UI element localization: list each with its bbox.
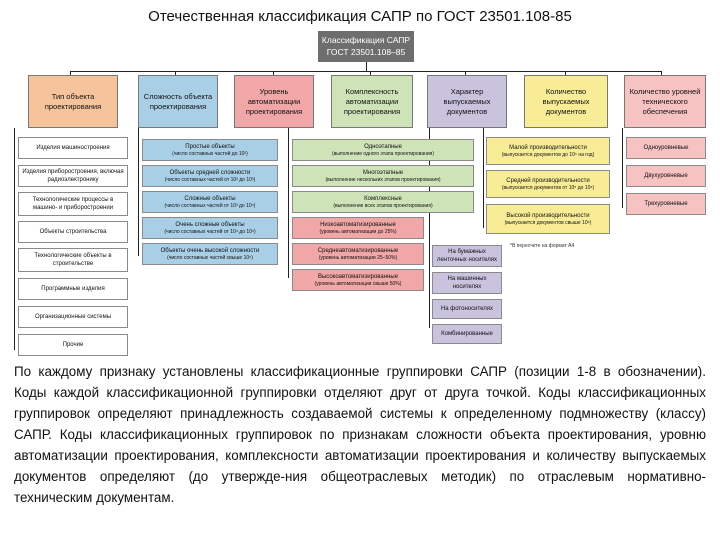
automation-detail: (уровень автоматизации до 25%) bbox=[319, 228, 397, 235]
description-paragraph: По каждому признаку установлены классификационные группировки САПР (позиции 1-8 в обозначении). Коды каждой классификационной группировки отделяют друг от друга точкой. Коды классификационных группировок определяют принадлежность создаваемой системы к определенному подмножеству (классу) САПР. Коды классификационных группировок по признакам сложности объекта проектирования, уровню автоматизации проектирования, комплексности автоматизации проектирования и количеству выпускаемых документов определяют (до утвержде-ния общеотраслевых методик) по отраслевым нормативно-техническим документам. bbox=[14, 364, 706, 505]
docs-type-item: На бумажных ленточных носителях bbox=[432, 245, 502, 267]
category-complexness: Комплексность автоматизации проектирования bbox=[331, 75, 413, 128]
automation-detail: (уровень автоматизации свыше 50%) bbox=[314, 280, 402, 287]
docs-count-item bbox=[486, 170, 610, 198]
complexness-item bbox=[292, 139, 474, 161]
complexity-item bbox=[142, 139, 278, 161]
complexity-name: Объекты очень высокой сложности bbox=[160, 247, 260, 254]
complexness-detail: (выполнение нескольких этапов проектирования) bbox=[325, 176, 441, 183]
complexity-name: Объекты средней сложности bbox=[169, 169, 251, 176]
complexity-detail: (число составных частей от 10⁴ до 10⁶) bbox=[164, 228, 256, 235]
docs-count-detail: (выпускается документов от 10⁵ до 10⁶) bbox=[501, 184, 595, 191]
automation-item bbox=[292, 269, 424, 291]
type-item: Технологические процессы в машино- и приборостроении bbox=[18, 192, 128, 216]
docs-type-item: На машинных носителях bbox=[432, 272, 502, 294]
automation-name: Низкоавтоматизированные bbox=[320, 221, 396, 228]
automation-detail: (уровень автоматизации 25–50%) bbox=[318, 254, 398, 261]
complexness-name: Многоэтапные bbox=[362, 169, 404, 176]
tech-level-item: Трехуровневые bbox=[626, 193, 706, 215]
type-item: Изделия приборостроения, включая радиоэлектронику bbox=[18, 165, 128, 187]
docs-count-name: Средней производительности bbox=[506, 177, 590, 184]
complexity-item bbox=[142, 165, 278, 187]
complexness-name: Комплексные bbox=[364, 195, 402, 202]
complexity-name: Сложные объекты bbox=[184, 195, 236, 202]
root-line-2: ГОСТ 23501.108–85 bbox=[326, 47, 406, 57]
type-item: Технологические объекты в строительстве bbox=[18, 248, 128, 272]
docs-count-item bbox=[486, 137, 610, 165]
category-tech-levels: Количество уровней технического обеспечения bbox=[624, 75, 706, 128]
tech-level-item: Двухуровневые bbox=[626, 165, 706, 187]
docs-count-note: *В пересчете на формат А4 bbox=[510, 243, 575, 249]
complexity-detail: (число составных частей свыше 10⁶) bbox=[167, 254, 253, 261]
complexity-item bbox=[142, 191, 278, 213]
complexness-item bbox=[292, 165, 474, 187]
automation-name: Среднеавтоматизированные bbox=[317, 247, 399, 254]
complexity-name: Простые объекты bbox=[185, 143, 235, 150]
type-item: Прочие bbox=[18, 334, 128, 356]
page-title: Отечественная классификация САПР по ГОСТ 23501.108-85 bbox=[148, 8, 572, 25]
docs-count-name: Малой производительности bbox=[509, 144, 587, 151]
docs-type-item: На фотоносителях bbox=[432, 299, 502, 319]
root-line-1: Классификация САПР bbox=[321, 35, 411, 45]
docs-count-name: Высокой производительности bbox=[506, 212, 590, 219]
docs-count-item bbox=[486, 204, 610, 234]
complexity-detail: (число составных частей от 10² до 10³) bbox=[164, 176, 256, 183]
complexity-detail: (число составных частей до 10²) bbox=[172, 150, 248, 157]
complexity-name: Очень сложные объекты bbox=[175, 221, 245, 228]
type-item: Организационные системы bbox=[18, 306, 128, 328]
type-item: Изделия машиностроения bbox=[18, 137, 128, 159]
complexness-detail: (выполнение всех этапов проектирования) bbox=[333, 202, 433, 209]
category-docs-type: Характер выпускаемых документов bbox=[427, 75, 507, 128]
category-docs-count: Количество выпускаемых документов bbox=[524, 75, 608, 128]
complexness-item bbox=[292, 191, 474, 213]
docs-count-detail: (выпускается документов до 10⁵ на год) bbox=[501, 151, 595, 158]
root-classification-box bbox=[318, 31, 414, 62]
complexness-detail: (выполнение одного этапа проектирования) bbox=[331, 150, 435, 157]
docs-type-item: Комбинированные bbox=[432, 324, 502, 344]
automation-item bbox=[292, 217, 424, 239]
complexity-item bbox=[142, 243, 278, 265]
complexity-detail: (число составных частей от 10³ до 10⁴) bbox=[164, 202, 256, 209]
automation-name: Высокоавтоматизированные bbox=[317, 273, 399, 280]
category-automation-level: Уровень автоматизации проектирования bbox=[234, 75, 314, 128]
complexness-name: Одноэтапные bbox=[364, 143, 402, 150]
complexity-item bbox=[142, 217, 278, 239]
automation-item bbox=[292, 243, 424, 265]
tech-level-item: Одноуровневые bbox=[626, 137, 706, 159]
type-item: Программные изделия bbox=[18, 278, 128, 300]
docs-count-detail: (выпускается документов свыше 10⁶) bbox=[504, 219, 592, 226]
category-complexity: Сложность объекта проектирования bbox=[138, 75, 218, 128]
category-object-type: Тип объекта проектирования bbox=[28, 75, 118, 128]
type-item: Объекты строительства bbox=[18, 221, 128, 243]
